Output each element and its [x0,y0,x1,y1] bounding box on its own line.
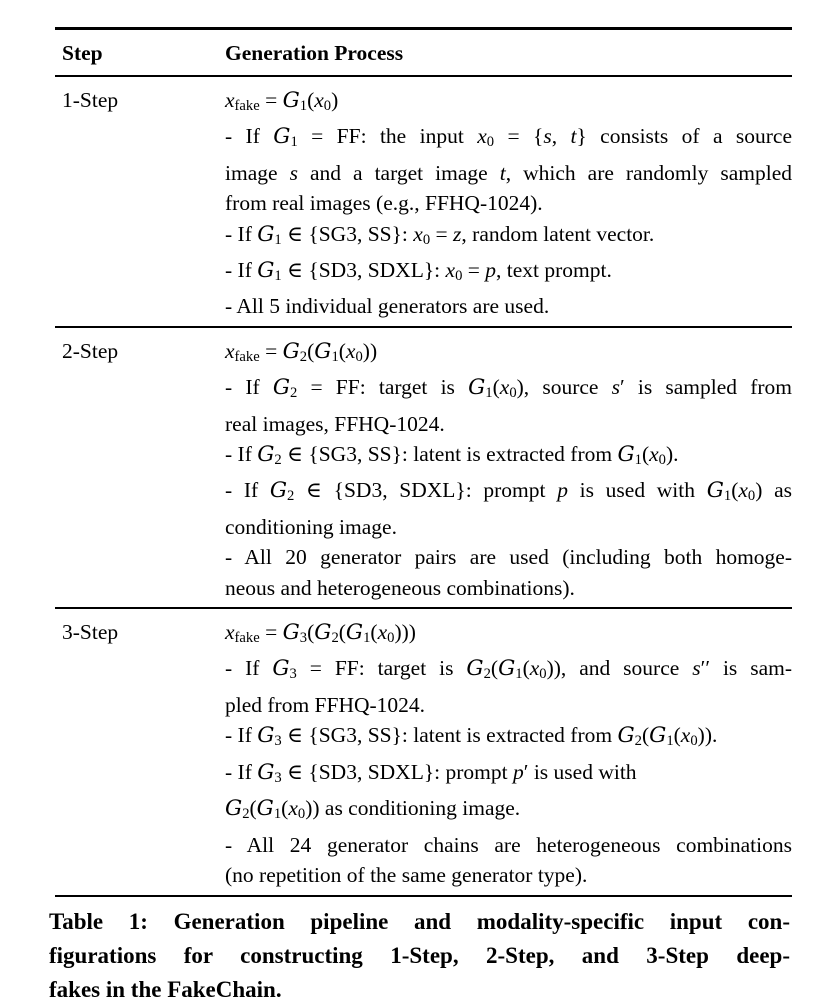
table-row [55,609,792,895]
text-line: $G_2(G_1(x_0))$ as conditioning image. [225,796,521,823]
text-line: - If $G_2$ = FF: target is $G_1(x_0)$, source s′ is sampled from [225,375,792,401]
text-line: - If $G_3$ ∈ {SG3, SS}: latent is extracted from $G_2(G_1(x_0))$. [225,723,718,750]
text-line: - If $G_2$ ∈ {SD3, SDXL}: prompt p is used with $G_1(x_0)$ as [225,478,792,505]
generation-process-cell [225,336,792,604]
text-line: neous and heterogeneous combinations). [225,575,575,600]
text-line: - If $G_1$ ∈ {SD3, SDXL}: $x_0 = p$, text prompt. [225,258,612,284]
text-line: - All 24 generator chains are heterogeneous combinations [225,832,792,857]
table-bottom-rule [55,895,792,898]
text-line: from real images (e.g., FFHQ-1024). [225,191,543,216]
text-line: pled from FFHQ-1024. [225,692,426,717]
text-line: $x_{fake} = G_3(G_2(G_1(x_0)))$ [225,620,416,646]
paper-page [0,27,836,1007]
table-row [55,77,792,326]
step-cell: 2-Step [62,338,119,363]
text-line: - If $G_3$ = FF: target is $G_2(G_1(x_0))$, and source s′′ is sam- [225,656,793,683]
text-line: - All 20 generator pairs are used (including both homoge- [225,545,792,570]
text-line: image s and a target image t, which are randomly sampled [225,160,792,185]
text-line: $x_{fake} = G_1(x_0)$ [225,87,339,114]
text-line: (no repetition of the same generator type). [225,863,588,888]
text-line: real images, FFHQ-1024. [225,411,445,436]
generation-process-cell [225,617,792,891]
table-body [55,77,792,895]
text-line: fakes in the FakeChain. [49,977,282,1003]
table-row [55,328,792,608]
step-cell: 3-Step [62,620,119,645]
text-line: - If $G_1$ = FF: the input $x_0 = \{s$, t} consists of a source [225,124,792,151]
table-caption [49,905,790,1007]
table-1 [55,27,792,897]
text-line: - All 5 individual generators are used. [225,294,550,319]
text-line: $x_{fake} = G_2(G_1(x_0))$ [225,338,378,365]
text-line: - If $G_2$ ∈ {SG3, SS}: latent is extracted from $G_1(x_0)$. [225,442,679,468]
generation-process-cell [225,85,792,322]
text-line: - If $G_1$ ∈ {SG3, SS}: $x_0 = z$, random latent vector. [225,221,655,248]
table-header-row [55,30,792,76]
text-line: - If $G_3$ ∈ {SD3, SDXL}: prompt p′ is used with [225,759,637,786]
column-header-step: Step [62,40,103,65]
text-line: figurations for constructing 1-Step, 2-Step, and 3-Step deep- [49,943,790,969]
text-line: Table 1: Generation pipeline and modality-specific input con- [49,909,790,935]
step-cell: 1-Step [62,87,119,112]
column-header-process: Generation Process [225,40,404,65]
text-line: conditioning image. [225,514,397,539]
